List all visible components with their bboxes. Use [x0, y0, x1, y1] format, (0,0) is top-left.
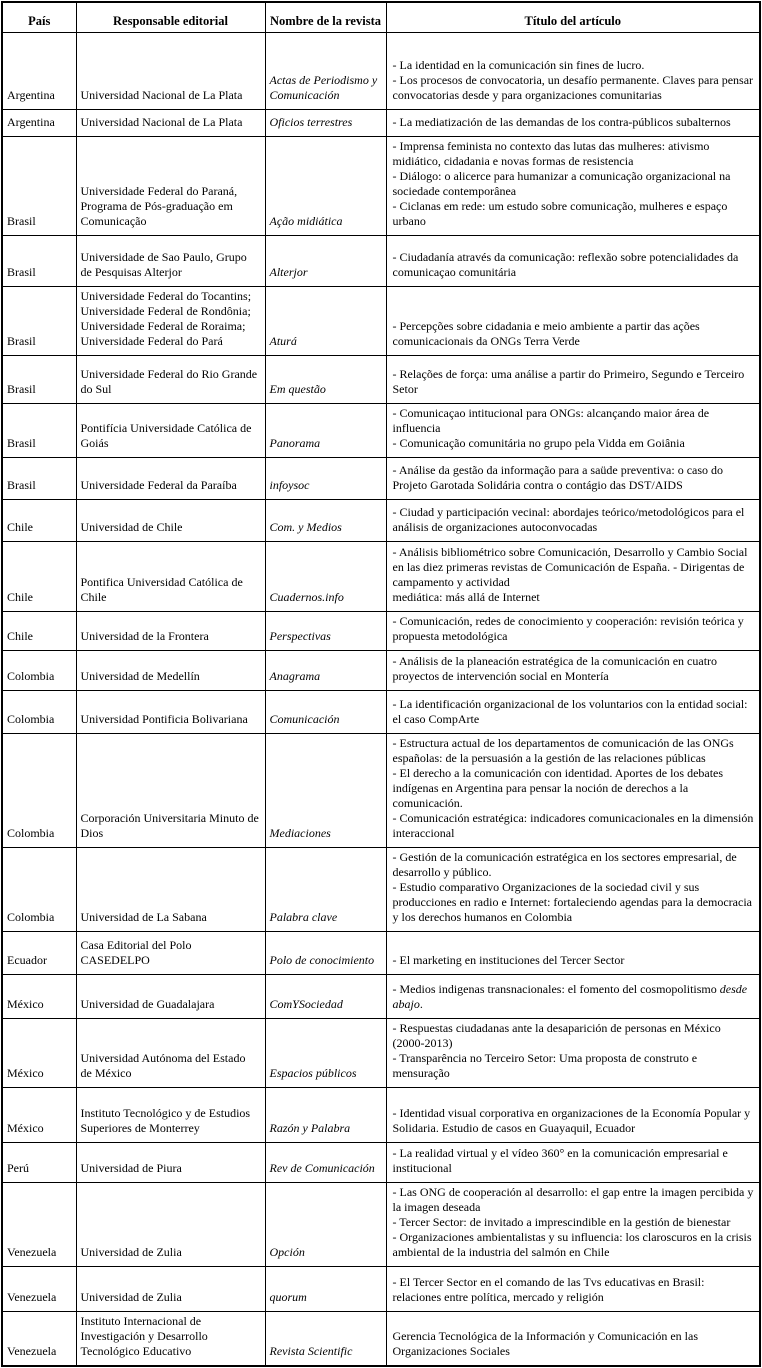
title-cell: [386, 1266, 760, 1311]
article-title: - El Tercer Sector en el comando de las Tvs educativas en Brasil: relaciones entre política, mercado y religión: [392, 1274, 705, 1304]
article-title: - Imprensa feminista no contexto das lutas das mulheres: ativismo midiático, cidadania e novas formas de resistencia: [392, 138, 710, 168]
table-row: [2, 1311, 760, 1366]
table-row: [2, 355, 760, 403]
article-title: - El derecho a la comunicación con identidad. Aportes de los debates indígenas en Argentina para pensar la noción de derechos a la comunicación.: [392, 765, 724, 810]
journal-cell: Mediaciones: [265, 733, 386, 847]
country-cell: Brasil: [2, 403, 76, 457]
title-cell: [386, 1087, 760, 1142]
article-title: - Ciudadanía através da comunicação: reflexão sobre potencialidades da comunicaçao comunitária: [392, 249, 739, 279]
editor-cell: Universidad de Zulia: [76, 1182, 265, 1266]
journal-cell: Rev de Comunicación: [265, 1142, 386, 1182]
title-cell: [386, 1142, 760, 1182]
country-cell: Argentina: [2, 32, 76, 109]
table-row: [2, 1266, 760, 1311]
country-cell: Brasil: [2, 286, 76, 355]
country-cell: Venezuela: [2, 1182, 76, 1266]
table-row: [2, 457, 760, 499]
country-cell: Colombia: [2, 690, 76, 733]
article-title: - Medios indigenas transnacionales: el fomento del cosmopolitismo desde abajo.: [392, 981, 748, 1011]
table-row: [2, 1087, 760, 1142]
table-row: [2, 499, 760, 541]
journal-cell: quorum: [265, 1266, 386, 1311]
article-title: - La identidad en la comunicación sin fines de lucro.: [392, 57, 645, 72]
editor-cell: Casa Editorial del Polo CASEDELPO: [76, 931, 265, 974]
title-cell: [386, 974, 760, 1018]
header-title: Título del artículo: [386, 2, 760, 32]
journal-cell: ComYSociedad: [265, 974, 386, 1018]
table-row: [2, 1018, 760, 1087]
country-cell: Brasil: [2, 457, 76, 499]
journal-cell: Cuadernos.info: [265, 541, 386, 611]
title-cell: [386, 286, 760, 355]
journal-cell: Em questão: [265, 355, 386, 403]
journal-cell: Ação midiática: [265, 136, 386, 235]
journal-cell: Opción: [265, 1182, 386, 1266]
editor-cell: Universidad de Chile: [76, 499, 265, 541]
table-row: [2, 650, 760, 690]
table-header: [2, 2, 760, 32]
table-body: [2, 32, 760, 1366]
journal-cell: infoysoc: [265, 457, 386, 499]
country-cell: Brasil: [2, 235, 76, 286]
title-cell: [386, 847, 760, 931]
title-cell: [386, 403, 760, 457]
editor-cell: Universidade Federal do Rio Grande do Sul: [76, 355, 265, 403]
article-title: - La realidad virtual y el vídeo 360° en la comunicación empresarial e institucional: [392, 1145, 728, 1175]
article-title: - Estructura actual de los departamentos de comunicación de las ONGs españolas: de la persuasión a la gestión de las relaciones públicas: [392, 735, 734, 765]
article-title: - Transparência no Terceiro Setor: Uma proposta de construto e mensuração: [392, 1050, 698, 1080]
article-title: - Ciclanas em rede: um estudo sobre comunicação, mulheres e espaço urbano: [392, 198, 728, 228]
journal-cell: Comunicación: [265, 690, 386, 733]
title-cell: [386, 499, 760, 541]
article-title: - La identificación organizacional de los voluntarios con la entidad social: el caso CompArte: [392, 696, 748, 726]
editor-cell: Universidad Pontificia Bolivariana: [76, 690, 265, 733]
editor-cell: Universidad de Zulia: [76, 1266, 265, 1311]
country-cell: Chile: [2, 611, 76, 650]
title-cell: [386, 931, 760, 974]
article-title: - Comunicação comunitária no grupo pela Vidda em Goiânia: [392, 435, 685, 450]
table-row: [2, 1142, 760, 1182]
table-row: [2, 32, 760, 109]
journal-cell: Razón y Palabra: [265, 1087, 386, 1142]
editor-cell: Universidad Nacional de La Plata: [76, 32, 265, 109]
journal-cell: Oficios terrestres: [265, 109, 386, 136]
editor-cell: Universidad Nacional de La Plata: [76, 109, 265, 136]
journal-cell: Com. y Medios: [265, 499, 386, 541]
title-cell: [386, 235, 760, 286]
table-row: [2, 1182, 760, 1266]
editor-cell: Universidad de La Sabana: [76, 847, 265, 931]
table-row: [2, 931, 760, 974]
table-row: [2, 136, 760, 235]
article-title: - Gestión de la comunicación estratégica en los sectores empresarial, de desarrollo y público.: [392, 849, 737, 879]
country-cell: Colombia: [2, 650, 76, 690]
journal-cell: Polo de conocimiento: [265, 931, 386, 974]
article-title: - Los procesos de convocatoria, un desafío permanente. Claves para pensar convocatorias desde y para organizaciones comunitarias: [392, 72, 754, 102]
title-cell: [386, 733, 760, 847]
article-title: - Diálogo: o alicerce para humanizar a comunicação organizacional na sociedade contemporânea: [392, 168, 731, 198]
article-title: - Análisis bibliométrico sobre Comunicación, Desarrollo y Cambio Social en las diez primeras revistas de Comunicación de España. - Dirigentas de campamento y actividad: [392, 544, 748, 589]
journal-cell: Actas de Periodismo y Comunicación: [265, 32, 386, 109]
table-row: [2, 690, 760, 733]
journal-cell: Anagrama: [265, 650, 386, 690]
country-cell: Brasil: [2, 136, 76, 235]
country-cell: Colombia: [2, 733, 76, 847]
country-cell: Ecuador: [2, 931, 76, 974]
article-title: Gerencia Tecnológica de la Información y Comunicación en las Organizaciones Sociales: [392, 1328, 698, 1358]
title-cell: [386, 611, 760, 650]
editor-cell: Universidad de la Frontera: [76, 611, 265, 650]
editor-cell: Instituto Tecnológico y de Estudios Superiores de Monterrey: [76, 1087, 265, 1142]
country-cell: Chile: [2, 541, 76, 611]
journal-cell: Alterjor: [265, 235, 386, 286]
title-cell: [386, 650, 760, 690]
article-title: - Ciudad y participación vecinal: abordajes teórico/metodológicos para el análisis de organizaciones autoconvocadas: [392, 504, 745, 534]
title-cell: [386, 136, 760, 235]
editor-cell: Corporación Universitaria Minuto de Dios: [76, 733, 265, 847]
journal-cell: Palabra clave: [265, 847, 386, 931]
country-cell: Chile: [2, 499, 76, 541]
header-journal: Nombre de la revista: [265, 2, 386, 32]
journal-cell: Panorama: [265, 403, 386, 457]
article-title: - Tercer Sector: de invitado a imprescindible en la gestión de bienestar: [392, 1214, 731, 1229]
country-cell: Argentina: [2, 109, 76, 136]
table-row: [2, 847, 760, 931]
title-cell: [386, 690, 760, 733]
editor-cell: Universidad de Guadalajara: [76, 974, 265, 1018]
article-title: - Respuestas ciudadanas ante la desaparición de personas en México (2000-2013): [392, 1020, 721, 1050]
article-title: - Comunicación, redes de conocimiento y cooperación: revisión teórica y propuesta metodológica: [392, 613, 744, 643]
article-title: - Organizaciones ambientalistas y su influencia: los claroscuros en la crisis ambiental de la industria del salmón en Chile: [392, 1229, 752, 1259]
article-title: - Relações de força: uma análise a partir do Primeiro, Segundo e Terceiro Setor: [392, 366, 745, 396]
editor-cell: Universidad Autónoma del Estado de México: [76, 1018, 265, 1087]
table-row: [2, 403, 760, 457]
editor-cell: Universidad de Piura: [76, 1142, 265, 1182]
country-cell: Colombia: [2, 847, 76, 931]
table-row: [2, 109, 760, 136]
title-cell: [386, 1182, 760, 1266]
table-row: [2, 541, 760, 611]
country-cell: Brasil: [2, 355, 76, 403]
country-cell: Venezuela: [2, 1266, 76, 1311]
title-cell: [386, 355, 760, 403]
table-row: [2, 235, 760, 286]
country-cell: México: [2, 974, 76, 1018]
journal-cell: Perspectivas: [265, 611, 386, 650]
article-title: - Percepções sobre cidadania e meio ambiente a partir das ações comunicacionais da ONGs Terra Verde: [392, 318, 700, 348]
table-row: [2, 974, 760, 1018]
editor-cell: Pontifícia Universidade Católica de Goiás: [76, 403, 265, 457]
journal-cell: Revista Scientific: [265, 1311, 386, 1366]
country-cell: México: [2, 1018, 76, 1087]
article-title: - Las ONG de cooperación al desarrollo: el gap entre la imagen percibida y la imagen deseada: [392, 1184, 754, 1214]
title-cell: [386, 1311, 760, 1366]
title-cell: [386, 1018, 760, 1087]
article-title: mediática: más allá de Internet: [392, 589, 540, 604]
header-country: País: [2, 2, 76, 32]
editor-cell: Instituto Internacional de Investigación y Desarrollo Tecnológico Educativo: [76, 1311, 265, 1366]
article-title: - Análisis de la planeación estratégica de la comunicación en cuatro proyectos de intervención social en Montería: [392, 653, 718, 683]
country-cell: México: [2, 1087, 76, 1142]
editor-cell: Universidad de Medellín: [76, 650, 265, 690]
title-cell: [386, 32, 760, 109]
country-cell: Venezuela: [2, 1311, 76, 1366]
title-cell: [386, 109, 760, 136]
article-title: - Comunicaçao intitucional para ONGs: alcançando maior área de influencia: [392, 405, 710, 435]
editor-cell: Universidade Federal da Paraíba: [76, 457, 265, 499]
article-title: - Estudio comparativo Organizaciones de la sociedad civil y sus producciones en radio e Internet: fortaleciendo agendas para la democracia y los derechos humanos en Colombia: [392, 879, 752, 924]
editor-cell: Universidade Federal do Tocantins; Universidade Federal de Rondônia; Universidade Federal de Roraima; Universidade Federal do Pará: [76, 286, 265, 355]
table-row: [2, 286, 760, 355]
header-row: [2, 2, 760, 32]
title-cell: [386, 457, 760, 499]
table-row: [2, 733, 760, 847]
editor-cell: Universidade de Sao Paulo, Grupo de Pesquisas Alterjor: [76, 235, 265, 286]
article-title: - La mediatización de las demandas de los contra-públicos subalternos: [392, 114, 731, 129]
header-editor: Responsable editorial: [76, 2, 265, 32]
journal-cell: Aturá: [265, 286, 386, 355]
editorial-journals-table: [1, 1, 761, 1367]
article-title: - Comunicación estratégica: indicadores comunicacionales en la dimensión interaccional: [392, 810, 754, 840]
editor-cell: Universidade Federal do Paraná, Programa de Pós-graduação em Comunicação: [76, 136, 265, 235]
journal-cell: Espacios públicos: [265, 1018, 386, 1087]
article-title: - Análise da gestão da informação para a saüde preventiva: o caso do Projeto Garotada Solidária contra o contágio das DST/AIDS: [392, 462, 724, 492]
country-cell: Perú: [2, 1142, 76, 1182]
title-cell: [386, 541, 760, 611]
table-row: [2, 611, 760, 650]
article-title: - Identidad visual corporativa en organizaciones de la Economía Popular y Solidaria. Estudio de casos en Guayaquil, Ecuador: [392, 1105, 751, 1135]
article-title: - El marketing en instituciones del Tercer Sector: [392, 952, 625, 967]
editor-cell: Pontifica Universidad Católica de Chile: [76, 541, 265, 611]
